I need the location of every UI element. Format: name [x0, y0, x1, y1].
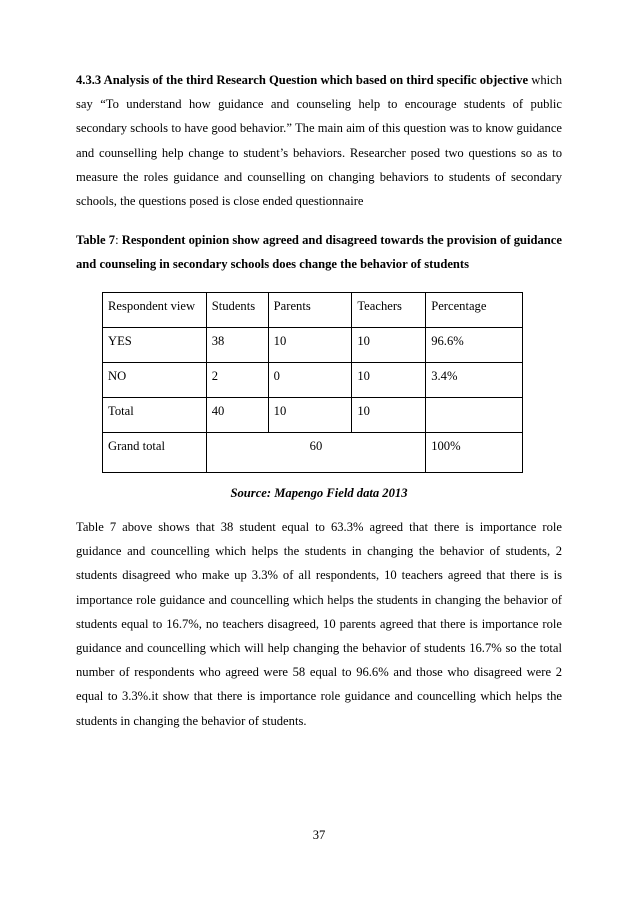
- table-header-cell: Respondent view: [103, 293, 207, 328]
- table-cell: Total: [103, 398, 207, 433]
- table-cell: 0: [268, 363, 352, 398]
- grand-total-value: 60: [206, 433, 425, 473]
- table-cell: 96.6%: [426, 328, 523, 363]
- table-cell: 38: [206, 328, 268, 363]
- table-cell: 2: [206, 363, 268, 398]
- table-cell: 3.4%: [426, 363, 523, 398]
- objective-quote: “To understand how guidance and counseling help to encourage students of public secondary schools to have good behavior.”: [76, 97, 563, 136]
- table-cell: 40: [206, 398, 268, 433]
- table-cell: 10: [352, 363, 426, 398]
- respondent-table: [102, 292, 523, 473]
- table-source: Source: Mapengo Field data 2013: [230, 486, 408, 500]
- table-caption: [76, 228, 562, 276]
- page-number: 37: [312, 828, 326, 842]
- section-body-lead: which say: [76, 73, 562, 112]
- table-header-cell: Students: [206, 293, 268, 328]
- table-caption-text: Respondent opinion show agreed and disagreed towards the provision of guidance and counseling in secondary schools does change the behavior of students: [76, 233, 562, 272]
- table-cell: 10: [352, 328, 426, 363]
- grand-total-percentage: 100%: [426, 433, 523, 473]
- section-heading: 4.3.3 Analysis of the third Research Question which based on third specific objective: [76, 73, 529, 87]
- table-header-cell: Teachers: [352, 293, 426, 328]
- table-header-cell: Percentage: [426, 293, 523, 328]
- grand-total-row: [103, 433, 523, 473]
- section-body-rest: The main aim of this question was to know guidance and counselling help change to student’s behaviors. Researcher posed two questions so as to measure the roles guidance and counselling on changing behaviors to students of secondary schools, the questions posed is close ended questionnaire: [76, 121, 563, 209]
- table-cell: 10: [352, 398, 426, 433]
- table-caption-separator: :: [115, 233, 122, 247]
- table-header-cell: Parents: [268, 293, 352, 328]
- table-cell: YES: [103, 328, 207, 363]
- table-header-row: [103, 293, 523, 328]
- table-caption-label: Table 7: [76, 233, 116, 247]
- table-row: [103, 398, 523, 433]
- section-paragraph: [76, 68, 562, 213]
- table-cell: 10: [268, 398, 352, 433]
- table-cell: [426, 398, 523, 433]
- table-cell: 10: [268, 328, 352, 363]
- table-row: [103, 328, 523, 363]
- table-cell: NO: [103, 363, 207, 398]
- grand-total-label: Grand total: [103, 433, 207, 473]
- table-row: [103, 363, 523, 398]
- discussion-paragraph: Table 7 above shows that 38 student equal to 63.3% agreed that there is importance role guidance and councelling which helps the students in changing the behavior of students, 2 students disagreed who make up 3.3% of all respondents, 10 teachers agreed that there is is importance role guidance and councelling which helps the students in changing the behavior of students equal to 16.7%, no teachers disagreed, 10 parents agreed that there is importance role guidance and councelling which will help changing the behavior of students 16.7% so the total number of respondents who agreed were 58 equal to 96.6% and those who disagreed were 2 equal to 3.3%.it show that there is importance role guidance and councelling which helps the students in changing the behavior of students.: [76, 520, 562, 728]
